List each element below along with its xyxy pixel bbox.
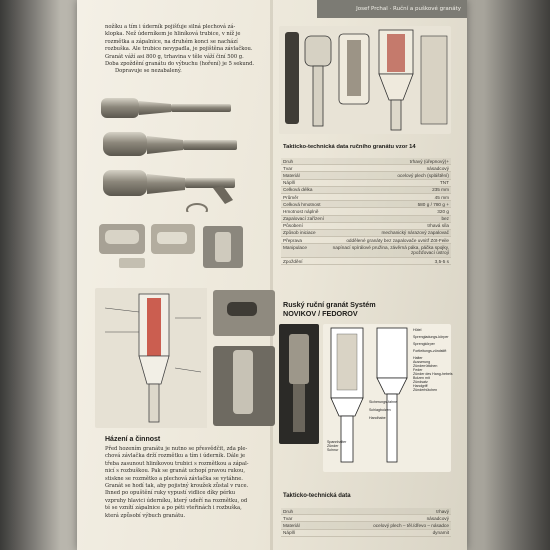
table-row: Tvar násadcový bbox=[283, 515, 449, 521]
grenade-photo-3 bbox=[103, 170, 235, 212]
diagram-label: Sicherungs-fahne bbox=[369, 400, 398, 404]
section-heading-novikov bbox=[283, 300, 376, 318]
diagram-label: Halter bbox=[413, 356, 423, 360]
running-title: Josef Prchal · Ruční a puškové granáty bbox=[356, 6, 461, 12]
throwing-paragraph bbox=[105, 446, 267, 520]
diagram-label: Ausserung bbox=[413, 360, 431, 364]
diagram-label: Handgriff bbox=[413, 384, 428, 388]
diagram-label: Handhabe bbox=[369, 416, 386, 420]
text-line: stiskne se rozmětko a plechová závlačka se vytáhne. bbox=[105, 475, 243, 482]
text-line: vzpruhy hlavici úderníku, který udeří na rozmětku, od bbox=[105, 497, 248, 504]
text-line: chová závlačka drží rozmětku a tím i úderník. Dále je bbox=[105, 453, 246, 460]
text-line: Ihned po opuštění ruky vypustí vidlice díky pérku bbox=[105, 490, 236, 497]
grenade-photo-2 bbox=[103, 132, 237, 156]
diagram-label: Schnur bbox=[327, 448, 339, 452]
table-row: Manipulace napínací spírálové pružina, závěrná páka, páčka spojky, zpožďovací ústrojí bbox=[281, 244, 451, 258]
diagram-label: Zündsatz bbox=[413, 380, 428, 384]
diagram-label: Hütel bbox=[413, 328, 422, 332]
grenade-drawing-vz14 bbox=[279, 26, 451, 134]
section-heading-throwing: Házení a činnost bbox=[105, 436, 161, 443]
table-row: Materiál ocelový plech (spláštění) bbox=[283, 172, 449, 178]
diagram-label-group-left bbox=[369, 400, 397, 420]
diagram-label: Bolzen mit bbox=[413, 376, 430, 380]
text-line: Granát se hodí tak, aby pojistný kroužek zůstal v ruce. bbox=[105, 483, 249, 490]
text-line: Dopravuje se nezabalený. bbox=[115, 68, 182, 75]
top-paragraph bbox=[105, 24, 265, 76]
table-row: Náplň dynamit bbox=[283, 530, 449, 536]
table-row: Druh trhavý (úřepnový)+ bbox=[283, 158, 449, 164]
text-line: té se vznítí zápalnice a po péti vteřinách i rozbuška, bbox=[105, 505, 242, 512]
table1-title: Takticko-technická data ručního granátu vzor 14 bbox=[283, 144, 416, 150]
grenade-photo-1 bbox=[101, 98, 231, 118]
text-line: nožíku a tím i úderník pojišťuje silná plechová zá- bbox=[105, 24, 236, 30]
diagram-label-group-bottom bbox=[327, 440, 346, 452]
text-line: klopka. Než úderníkem je hliníková trubice, v níž je bbox=[105, 31, 241, 38]
heading-line: NOVIKOV / FEDOROV bbox=[283, 309, 358, 318]
diagram-label: Zünder bbox=[327, 444, 339, 448]
text-line: Doba zpoždění granátu do výbuchu (hoření) je 5 sekund. bbox=[105, 61, 255, 68]
table-row: Přeprava oddělené granáty bez zapalovače uvnitř Zöt-Feile bbox=[283, 237, 449, 243]
diagram-label: Sprengkörper bbox=[413, 342, 435, 346]
table-row: Tvar násadcový bbox=[283, 165, 449, 171]
table-row: Náplň TNT bbox=[283, 180, 449, 186]
text-line: Granát váží asi 800 g, trhavina v těle váží činí 500 g. bbox=[105, 53, 244, 60]
diagram-label: Feder bbox=[413, 368, 423, 372]
grenade-parts-photos bbox=[97, 222, 267, 272]
text-line: rozbuška. Ale trubice nevypadla, je pojištěna závlačkou. bbox=[105, 46, 253, 53]
diagram-label-group bbox=[413, 328, 453, 392]
running-header bbox=[317, 0, 467, 18]
table-row: Působení trhavá síla bbox=[283, 223, 449, 229]
table-row: Zapalovací zařízení bez bbox=[283, 216, 449, 222]
table-row: Průměr 45 mm bbox=[283, 194, 449, 200]
cutaway-diagram bbox=[95, 288, 280, 428]
table-row: Hmotnost náplně 320 g bbox=[283, 208, 449, 214]
page-divider bbox=[270, 0, 273, 550]
text-line: třeba zasunout hliníkovou trubici s rozmětkou a zápal- bbox=[105, 460, 249, 467]
text-line: Před hozením granátu je nutno se přesvědčit, zda ple- bbox=[105, 446, 248, 452]
book-page bbox=[77, 0, 467, 550]
text-line: nicí s rozbuškou. Pak se granát uchopí pravou rukou, bbox=[105, 468, 246, 475]
text-line: která způsobí výbuch granátu. bbox=[105, 512, 186, 519]
table-row: Celková hmotnost 580 g / 780 g + bbox=[283, 201, 449, 207]
diagram-label: Zünderrüttchen bbox=[413, 364, 438, 368]
heading-line: Ruský ruční granát Systém bbox=[283, 300, 376, 309]
diagram-label: Sprengladungs-körper bbox=[413, 335, 449, 339]
diagram-label: Zünderhütchen bbox=[413, 388, 438, 392]
novikov-photo bbox=[279, 324, 319, 444]
table-row: Celková délka 235 mm bbox=[283, 187, 449, 193]
diagram-label: Fortleitungs-zündstift bbox=[413, 349, 447, 353]
diagram-label: Spannhalter bbox=[327, 440, 347, 444]
text-line: rozmětka a zápalnice, na druhém konci se nachází bbox=[105, 38, 238, 45]
table2-title: Takticko-technická data bbox=[283, 493, 351, 499]
spec-table-vz14 bbox=[281, 158, 451, 265]
table-row: Druh trhavý bbox=[283, 508, 449, 514]
table-row: Zpoždění 3,5-5 s bbox=[283, 258, 449, 264]
table-row: Způsob iniciace mechanický nárazový zapalovač bbox=[283, 230, 449, 236]
grenade-photos bbox=[97, 92, 267, 212]
diagram-label: Zünder des Hang-hebels bbox=[413, 372, 453, 376]
table-row: Materiál ocelový plech – těl./dřevo – násadce bbox=[283, 522, 449, 528]
spec-table-novikov bbox=[281, 508, 451, 537]
diagram-label: Schlagbolzen bbox=[369, 408, 391, 412]
